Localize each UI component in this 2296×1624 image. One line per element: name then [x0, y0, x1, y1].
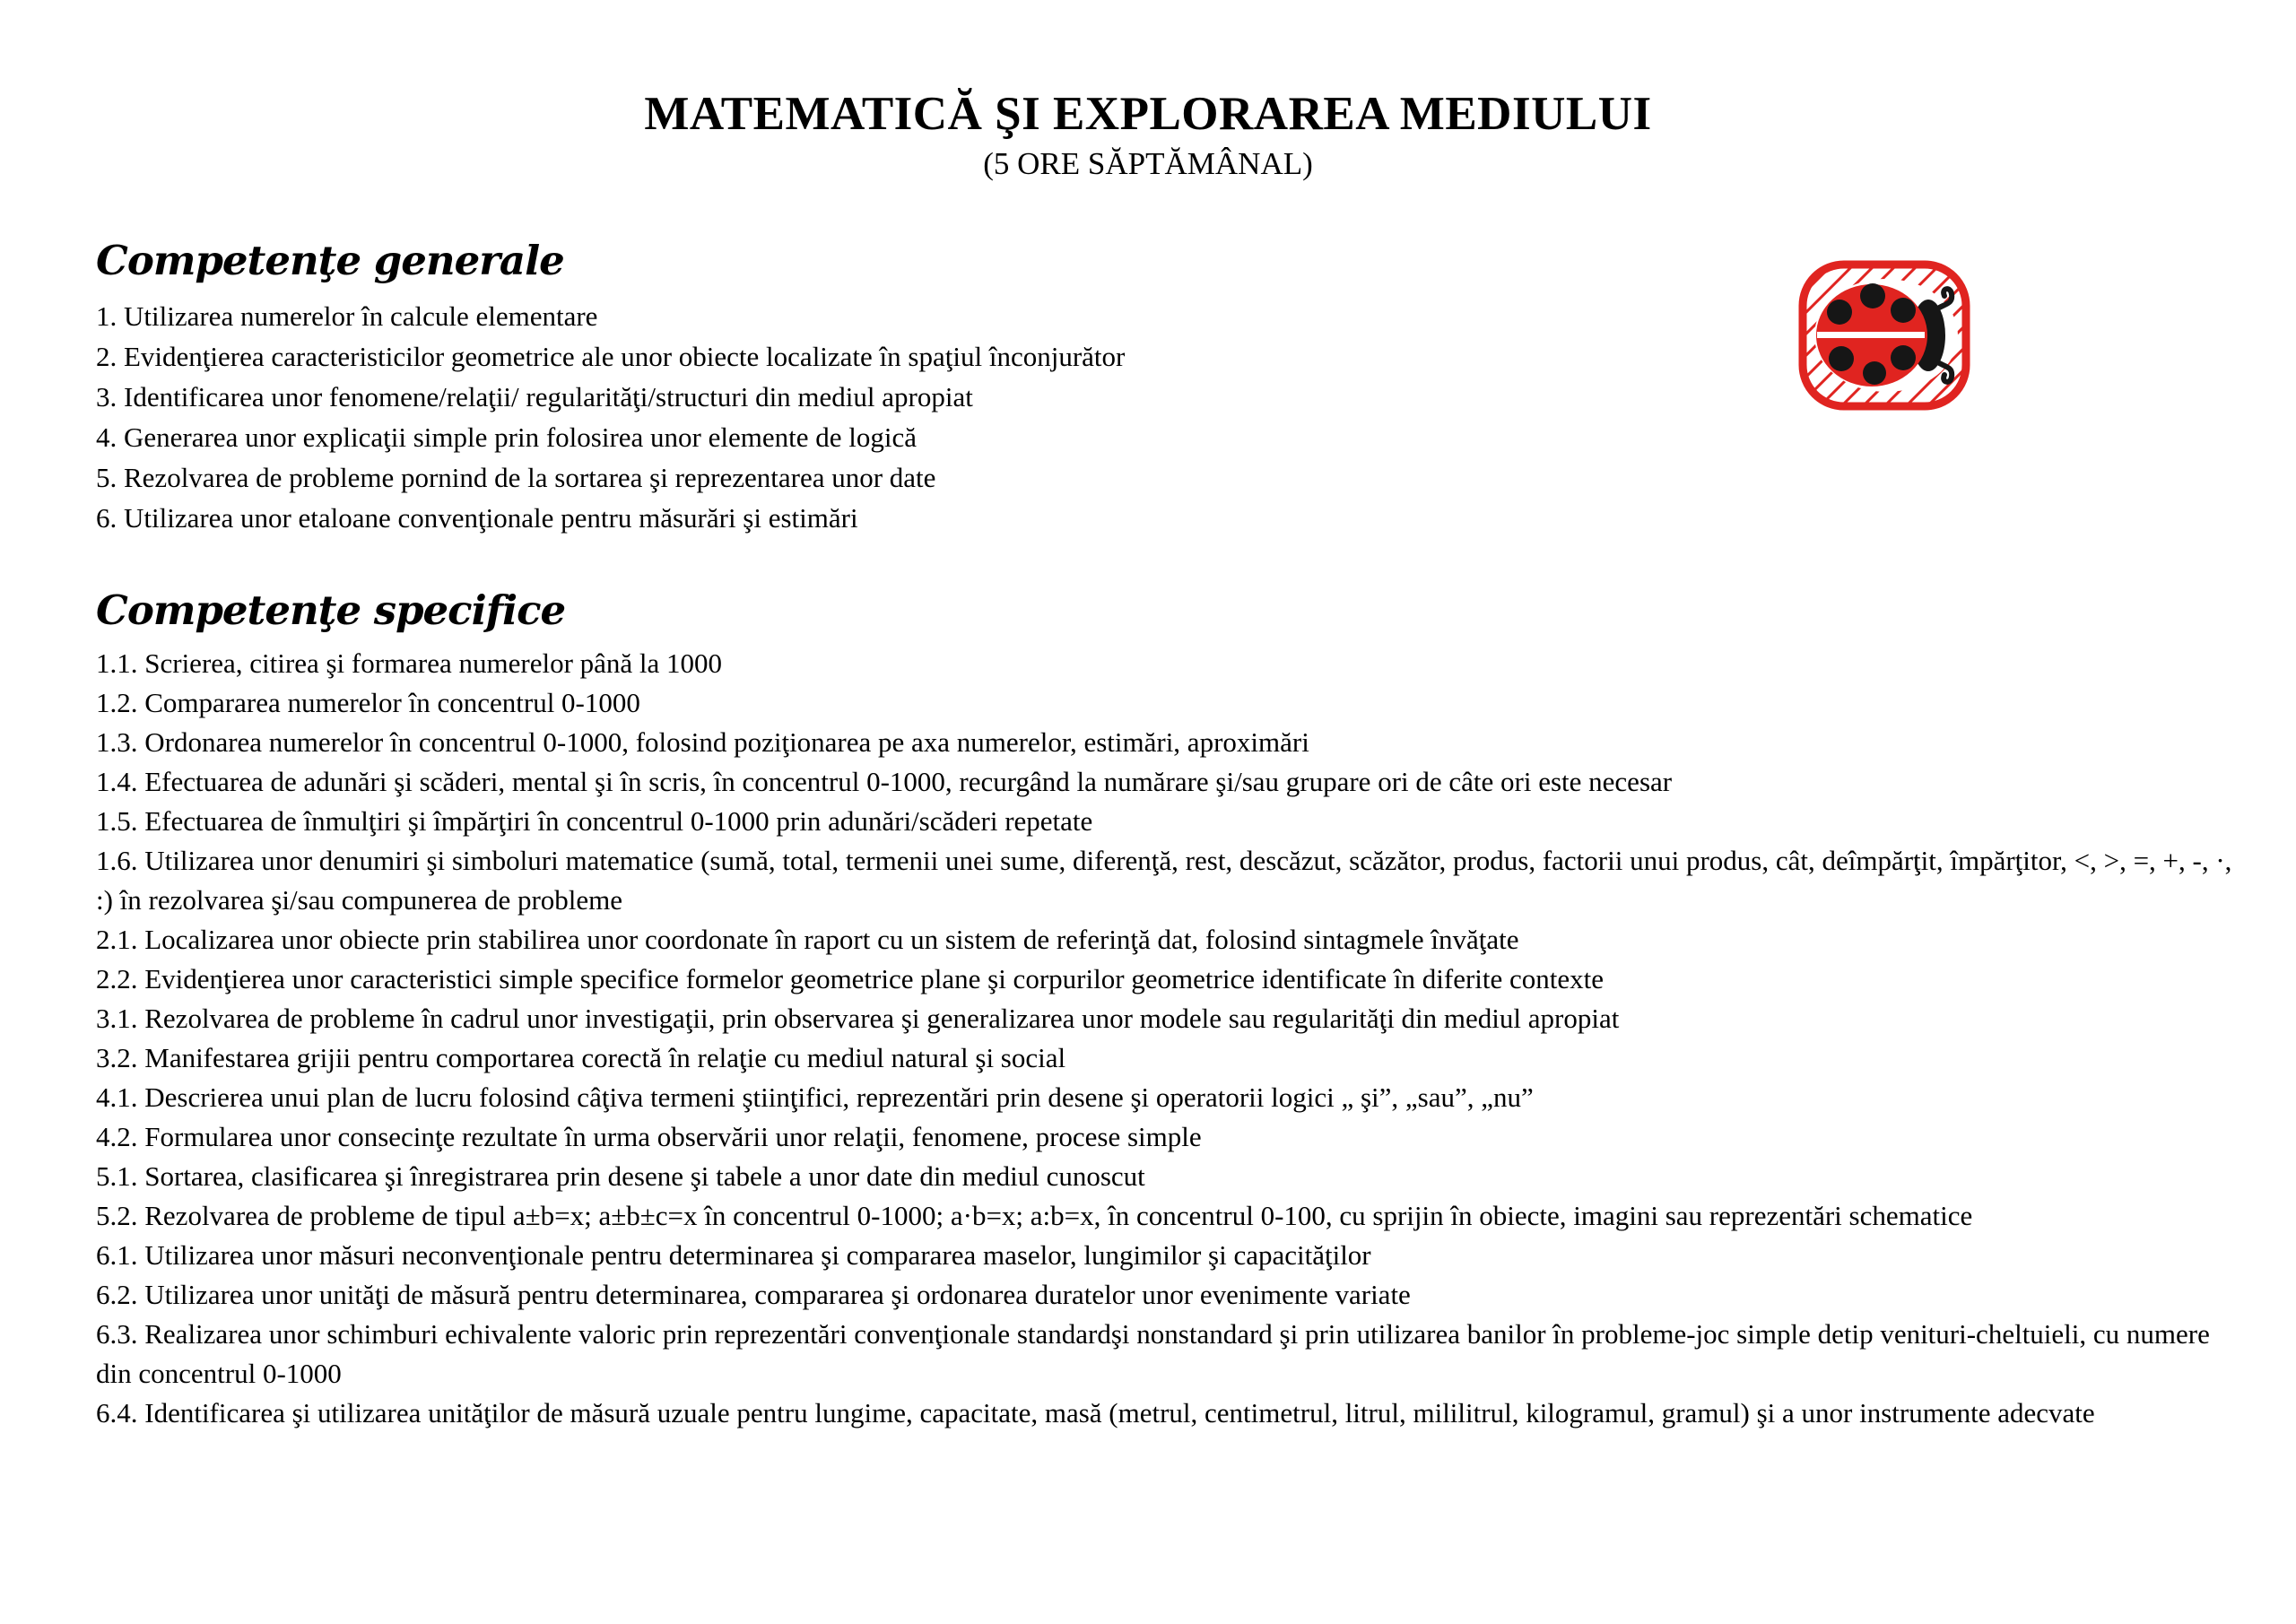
list-item: 1.5. Efectuarea de înmulţiri şi împărţiri în concentrul 0-1000 prin adunări/scăderi repetate — [96, 805, 1093, 837]
list-item: 6.4. Identificarea şi utilizarea unităţilor de măsură uzuale pentru lungime, capacitate, masă (metrul, centimetrul, litrul, mililitrul, kilogramul, gramul) şi a unor instrumente adecvate — [96, 1397, 2095, 1429]
list-item: 6.2. Utilizarea unor unităţi de măsură pentru determinarea, compararea şi ordonarea duratelor unor evenimente variate — [96, 1279, 1411, 1310]
document-header — [0, 0, 2296, 185]
list-item: 2.1. Localizarea unor obiecte prin stabilirea unor coordonate în raport cu un sistem de referinţă dat, folosind sintagmele învăţate — [96, 924, 1519, 955]
list-item: 1.3. Ordonarea numerelor în concentrul 0-1000, folosind poziţionarea pe axa numerelor, estimări, aproximări — [96, 726, 1309, 758]
list-item: 4.1. Descrierea unui plan de lucru folosind câţiva termeni ştiinţifici, reprezentări prin desene şi operatorii logici „ şi”, „sau”, „nu” — [96, 1081, 1534, 1113]
page-title: MATEMATICĂ ŞI EXPLORAREA MEDIULUI — [644, 88, 1652, 140]
list-item: 6.1. Utilizarea unor măsuri neconvenţionale pentru determinarea şi compararea maselor, lungimilor şi capacităţilor — [96, 1239, 1371, 1271]
list-item: 1.6. Utilizarea unor denumiri şi simboluri matematice (sumă, total, termenii unei sume, diferenţă, rest, descăzut, scăzător, produs, factorii unui produs, cât, deîmpărţit, împărţitor, <, >, =, +, -, ·, :) în rezolvarea şi/sau compunerea de probleme — [96, 845, 2232, 916]
list-item: 4. Generarea unor explicaţii simple prin folosirea unor elemente de logică — [96, 421, 917, 453]
list-item: 6.3. Realizarea unor schimburi echivalente valoric prin reprezentări convenţionale standardşi nonstandard şi prin utilizarea banilor în probleme-joc simple detip venituri-cheltuieli, cu numere din concentrul 0-1000 — [96, 1318, 2210, 1389]
list-item: 2.2. Evidenţierea unor caracteristici simple specifice formelor geometrice plane şi corpurilor geometrice identificate în diferite contexte — [96, 963, 1605, 994]
list-item: 4.2. Formularea unor consecinţe rezultate în urma observării unor relaţii, fenomene, procese simple — [96, 1121, 1202, 1152]
section-heading-general: Competenţe generale — [96, 237, 564, 284]
ladybug-icon — [1796, 257, 1972, 415]
list-item: 1.4. Efectuarea de adunări şi scăderi, mental şi în scris, în concentrul 0-1000, recurgând la numărare şi/sau grupare ori de câte ori este necesar — [96, 766, 1673, 797]
section-heading-specific: Competenţe specifice — [96, 586, 566, 634]
list-item: 1.2. Compararea numerelor în concentrul 0-1000 — [96, 687, 640, 718]
list-item: 5.2. Rezolvarea de probleme de tipul a±b=x; a±b±c=x în concentrul 0-1000; a·b=x; a:b=x, în concentrul 0-100, cu sprijin în obiecte, imagini sau reprezentări schematice — [96, 1200, 1973, 1231]
list-item: 3.1. Rezolvarea de probleme în cadrul unor investigaţii, prin observarea şi generalizarea unor modele sau regularităţi din mediul apropiat — [96, 1003, 1620, 1034]
list-item: 3. Identificarea unor fenomene/relaţii/ regularităţi/structuri din mediul apropiat — [96, 381, 973, 413]
specific-competences-list — [96, 644, 2242, 1433]
list-item: 2. Evidenţierea caracteristicilor geometrice ale unor obiecte localizate în spaţiul înconjurător — [96, 341, 1126, 372]
list-item: 6. Utilizarea unor etaloane convenţionale pentru măsurări şi estimări — [96, 502, 858, 534]
page-subtitle: (5 ORE SĂPTĂMÂNAL) — [983, 146, 1313, 181]
list-item: 5. Rezolvarea de probleme pornind de la sortarea şi reprezentarea unor date — [96, 462, 936, 493]
list-item: 1.1. Scrierea, citirea şi formarea numerelor până la 1000 — [96, 647, 723, 679]
list-item: 3.2. Manifestarea grijii pentru comportarea corectă în relaţie cu mediul natural şi social — [96, 1042, 1066, 1073]
list-item: 5.1. Sortarea, clasificarea şi înregistrarea prin desene şi tabele a unor date din mediul cunoscut — [96, 1160, 1145, 1192]
list-item: 1. Utilizarea numerelor în calcule elementare — [96, 300, 598, 332]
ladybug-badge — [1796, 257, 1972, 415]
